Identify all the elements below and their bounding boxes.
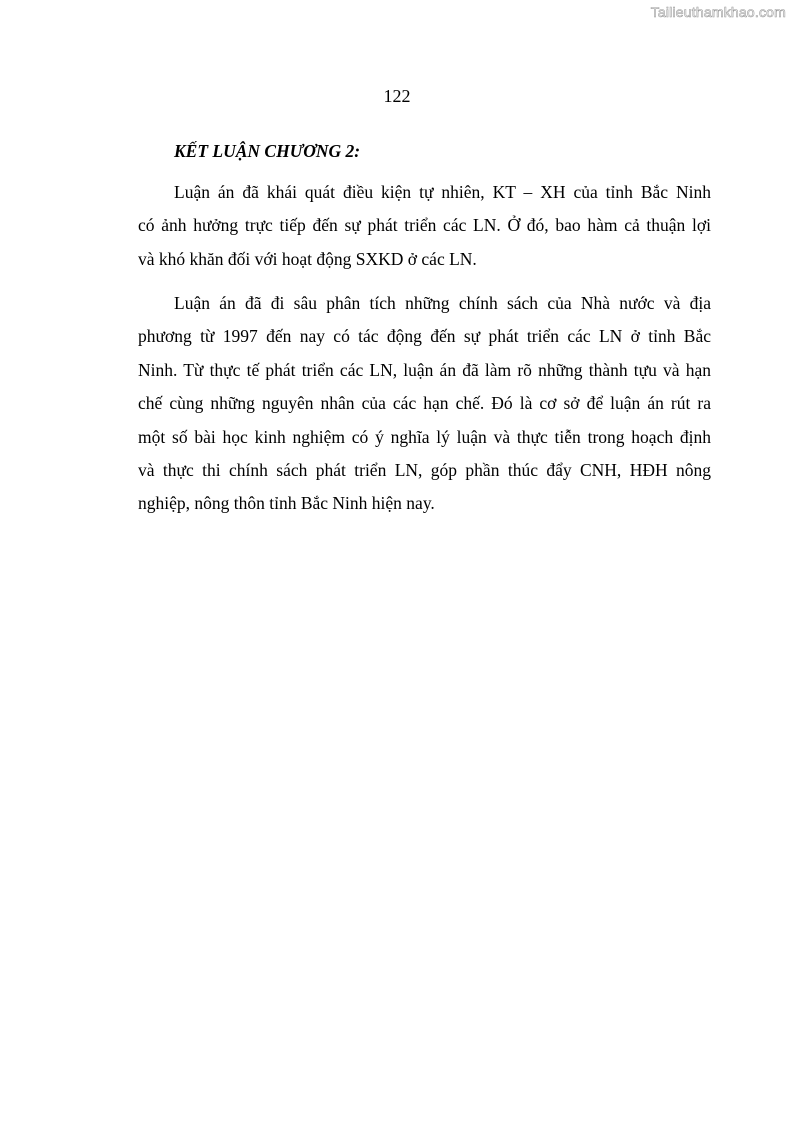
watermark: Tailieuthamkhao.com [650,4,786,20]
section-heading: KẾT LUẬN CHƯƠNG 2: [174,141,361,161]
text-line: Luận án đã đi sâu phân tích những chính sách của Nhà nước và địa [174,293,711,313]
text-line: và thực thi chính sách phát triển LN, góp phần thúc đẩy CNH, HĐH nông [138,459,711,480]
paragraph-2 [138,287,711,521]
text-line: Ninh. Từ thực tế phát triển các LN, luận án đã làm rõ những thành tựu và hạn [138,359,711,380]
text-line: và khó khăn đối với hoạt động SXKD ở các LN. [138,248,477,269]
text-line: chế cùng những nguyên nhân của các hạn chế. Đó là cơ sở để luận án rút ra [138,393,711,414]
text-line: một số bài học kinh nghiệm có ý nghĩa lý luận và thực tiễn trong hoạch định [138,426,711,447]
paragraph-1 [138,176,711,276]
text-line: nghiệp, nông thôn tỉnh Bắc Ninh hiện nay. [138,493,435,514]
text-line: Luận án đã khái quát điều kiện tự nhiên, KT – XH của tỉnh Bắc Ninh [174,182,711,202]
text-line: có ảnh hưởng trực tiếp đến sự phát triển các LN. Ở đó, bao hàm cả thuận lợi [138,215,711,236]
page-number: 122 [383,86,411,106]
text-line: phương từ 1997 đến nay có tác động đến sự phát triển các LN ở tỉnh Bắc [138,326,711,347]
